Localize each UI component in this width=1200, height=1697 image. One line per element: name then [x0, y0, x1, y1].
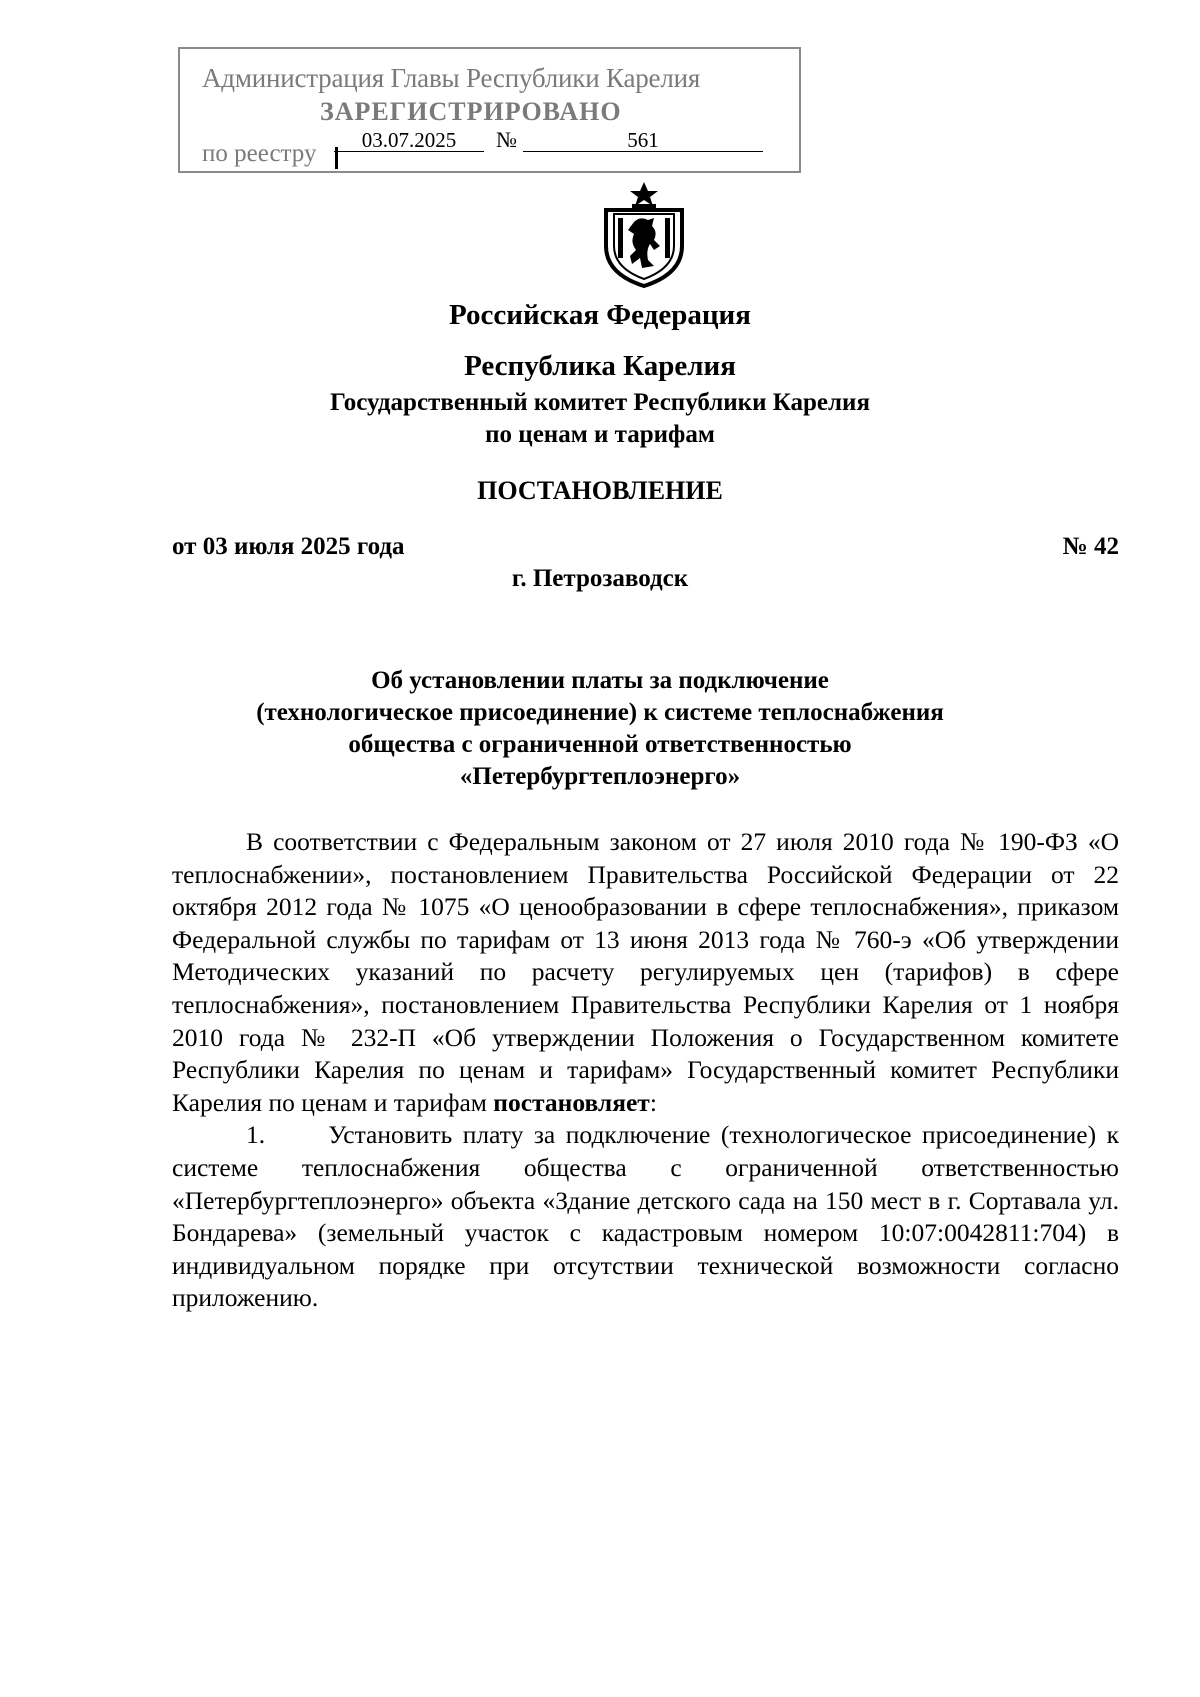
item-1-paragraph: 1. Установить плату за подключение (технологическое присоединение) к системе теплоснабжения общества с ограниченной ответственностью «Петербургтеплоэнерго» объекта «Здание детского сада на 150 мест в г. Сортавала ул. Бондарева» (земельный участок с кадастровым номером 10:07:0042811:704) в индивидуальном порядке при отсутствии технической возможности согласно приложению. [172, 1120, 1119, 1313]
stamp-date: 03.07.2025 [334, 129, 484, 152]
document-number: № 42 [1062, 533, 1119, 560]
header-country: Российская Федерация [449, 299, 751, 331]
resolves-word: постановляет [493, 1087, 650, 1117]
header-committee-line2: по ценам и тарифам [485, 421, 715, 448]
title-line: Об установлении платы за подключение [371, 667, 829, 694]
stamp-number-sign: № [496, 127, 517, 152]
document-date: от 03 июля 2025 года [172, 533, 405, 560]
document-type: ПОСТАНОВЛЕНИЕ [477, 476, 723, 505]
header-republic: Республика Карелия [464, 350, 736, 382]
document-title [0, 665, 1200, 793]
date-number-line [172, 533, 1119, 561]
stamp-by-registry: по реестру [202, 140, 317, 167]
header-committee-line1: Государственный комитет Республики Карелия [330, 389, 870, 416]
document-city: г. Петрозаводск [511, 565, 689, 592]
title-line: (технологическое присоединение) к системе теплоснабжения [256, 699, 944, 726]
preamble-paragraph [172, 826, 1119, 1119]
stamp-registered: ЗАРЕГИСТРИРОВАНО [320, 97, 622, 126]
text-cursor [335, 147, 338, 169]
registration-stamp [178, 47, 801, 173]
stamp-number: 561 [523, 129, 763, 152]
resolves-colon: : [649, 1087, 657, 1117]
karelia-coat-of-arms-icon [594, 180, 694, 288]
title-line: «Петербургтеплоэнерго» [459, 763, 741, 790]
title-line: общества с ограниченной ответственностью [348, 731, 852, 758]
stamp-administration: Администрация Главы Республики Карелия [202, 63, 701, 93]
preamble-text: В соответствии с Федеральным законом от 27 июля 2010 года № 190-ФЗ «О теплоснабжении», постановлением Правительства Российской Федерации от 22 октября 2012 года № 1075 «О ценообразовании в сфере теплоснабжения», приказом Федеральной службы по тарифам от 13 июня 2013 года № 760-э «Об утверждении Методических указаний по расчету регулируемых цен (тарифов) в сфере теплоснабжения», постановлением Правительства Республики Карелия от 1 ноября 2010 года № 232-П «Об утверждении Положения о Государственном комитете Республики Карелия по ценам и тарифам» Государственный комитет Республики Карелия по ценам и тарифам [172, 827, 1119, 1117]
document-body [172, 826, 1119, 1315]
